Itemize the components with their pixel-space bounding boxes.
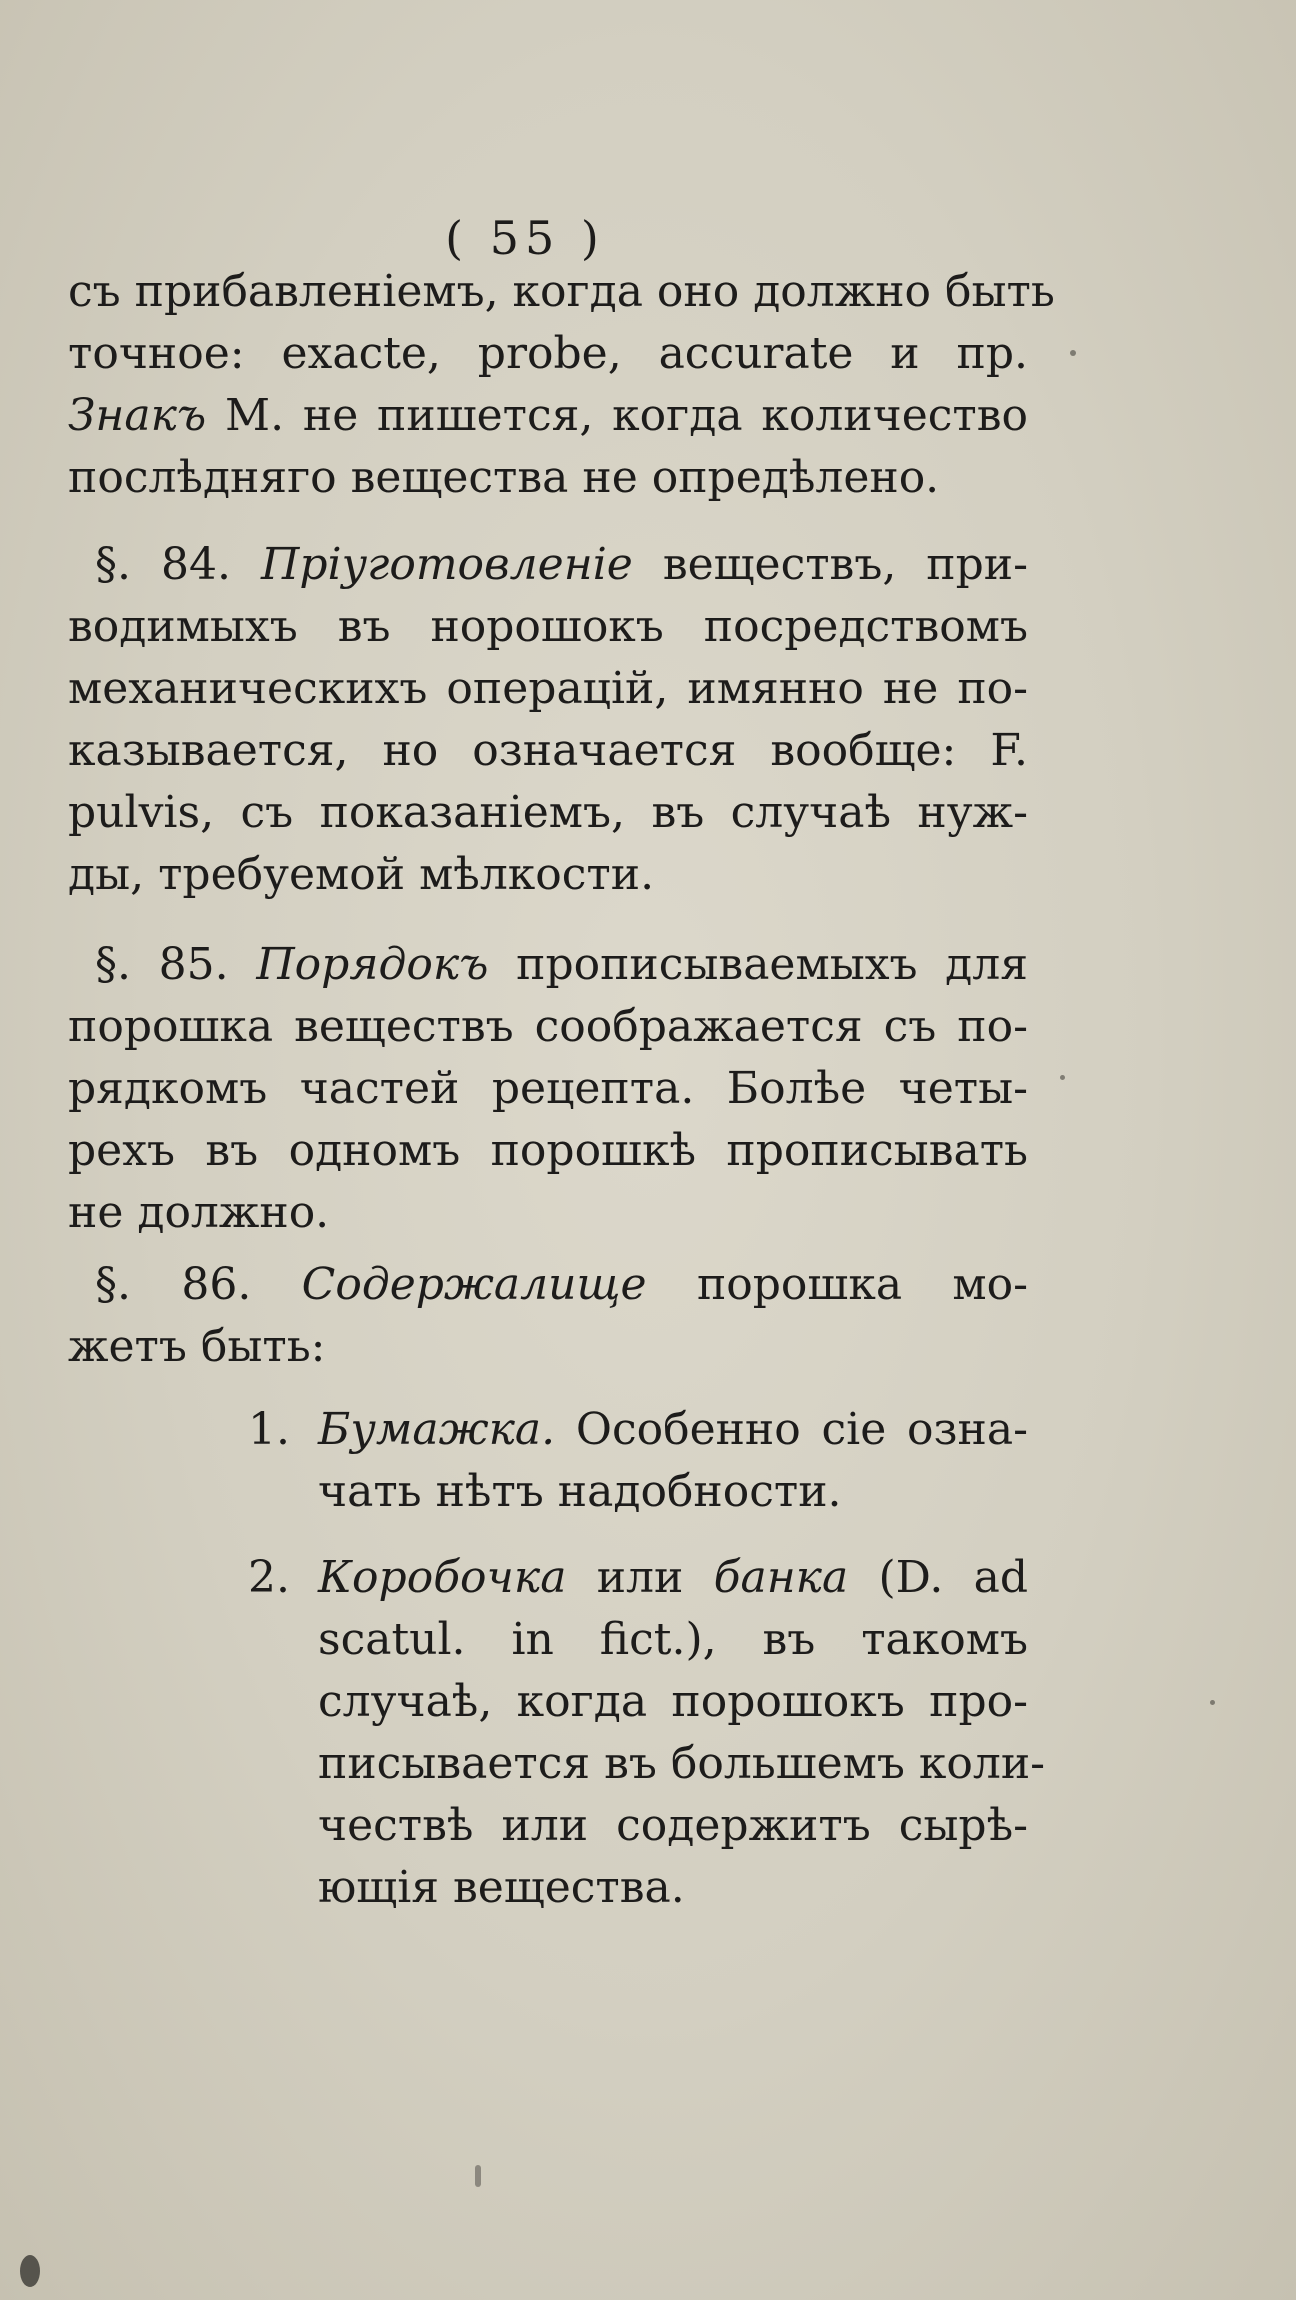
text-span: (D. ad: [878, 1552, 1028, 1603]
page-number: ( 55 ): [445, 211, 605, 265]
list-item-line: чать нѣтъ надобности.: [318, 1466, 842, 1517]
section-number: §. 84.: [95, 539, 231, 590]
emphasis-term: Знакъ: [68, 390, 207, 441]
text-line: жетъ быть:: [68, 1321, 326, 1372]
emphasis-term: Порядокъ: [256, 939, 489, 990]
list-number: 1.: [248, 1404, 290, 1455]
emphasis-term: Коробочка: [318, 1552, 567, 1603]
paper-speck: [1210, 1700, 1215, 1705]
text-span: веществъ, при-: [662, 539, 1028, 590]
text-span: или: [596, 1552, 684, 1603]
emphasis-term: банка: [713, 1552, 849, 1603]
text-line: рехъ въ одномъ порошкѣ прописывать: [68, 1125, 1028, 1176]
text-span: Особенно сiе озна-: [575, 1404, 1028, 1455]
text-line: pulvis, съ показанiемъ, въ случаѣ нуж-: [68, 787, 1028, 838]
emphasis-term: Бумажка.: [318, 1404, 556, 1455]
section-84-heading-line: [95, 535, 1028, 595]
list-item-line: [318, 1400, 1028, 1460]
section-number: §. 86.: [95, 1259, 252, 1310]
text-line: ды, требуемой мѣлкости.: [68, 849, 655, 900]
text-line: не должно.: [68, 1187, 330, 1238]
text-line: съ прибавленiемъ, когда оно должно быть: [68, 266, 1055, 317]
list-item-line: писывается въ большемъ коли-: [318, 1738, 1046, 1789]
text-line: послѣдняго вещества не опредѣлено.: [68, 452, 940, 503]
text-line: порошка веществъ соображается съ по-: [68, 1001, 1028, 1052]
text-line: точное: exacte, probe, accurate и пр.: [68, 328, 1028, 379]
list-item-line: случаѣ, когда порошокъ про-: [318, 1676, 1028, 1727]
text-span: прописываемыхъ для: [516, 939, 1028, 990]
paper-speck: [1070, 350, 1076, 356]
text-line: казывается, но означается вообще: F.: [68, 725, 1028, 776]
text-line: рядкомъ частей рецепта. Болѣе четы-: [68, 1063, 1028, 1114]
list-number: 2.: [248, 1552, 290, 1603]
list-item-line: чествѣ или содержитъ сырѣ-: [318, 1800, 1028, 1851]
section-86-heading-line: [95, 1255, 1028, 1315]
paper-speck: [475, 2165, 481, 2187]
paper-speck: [1060, 1075, 1065, 1080]
list-item-line: [318, 1548, 1028, 1608]
text-span: М. не пишется, когда количество: [225, 390, 1028, 441]
list-item-line: ющiя вещества.: [318, 1862, 685, 1913]
section-85-heading-line: [95, 935, 1028, 995]
text-span: порошка мо-: [696, 1259, 1028, 1310]
text-line: водимыхъ въ норошокъ посредствомъ: [68, 601, 1028, 652]
text-line: механическихъ операцiй, имянно не по-: [68, 663, 1028, 714]
paper-ink-blot: [20, 2255, 40, 2287]
emphasis-term: Прiуготовленiе: [260, 539, 633, 590]
section-number: §. 85.: [95, 939, 229, 990]
text-line: [68, 386, 1028, 446]
list-item-line: scatul. in fict.), въ такомъ: [318, 1614, 1028, 1665]
emphasis-term: Содержалище: [301, 1259, 647, 1310]
